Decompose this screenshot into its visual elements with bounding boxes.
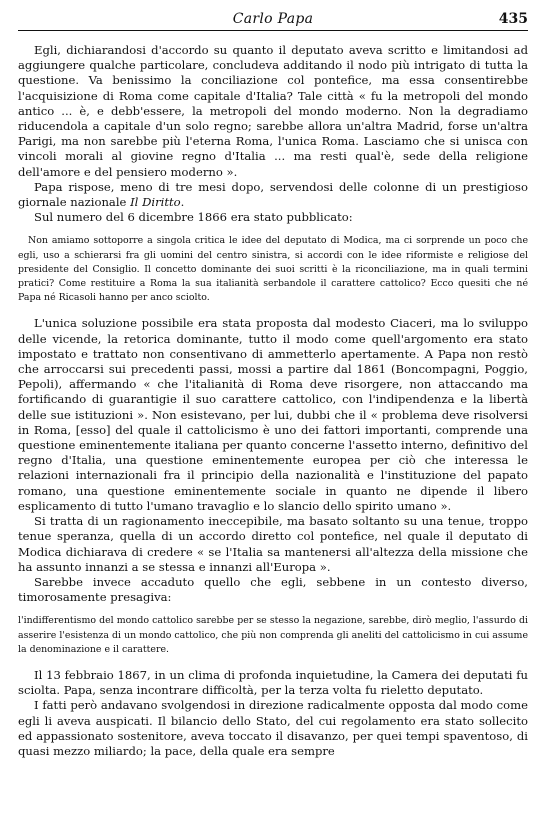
paragraph-2 (18, 180, 528, 210)
block-quote-1 (18, 234, 528, 305)
quote-1-text: Non amiamo sottoporre a singola critica le idee del deputato di Modica, ma ci sorprende un poco che egli, uso a schierarsi fra gli uomini del centro sinistra, si accordi con le idee riformiste e religiose del presidente del Consiglio. Il concetto dominante dei suoi scritti è la riconciliazione, ma in quali termini pratici? Come restituire a Roma la sua italianità serbandole il carattere cattolico? Ecco quesiti che né Papa né Ricasoli hanno per anco sciolto. (18, 235, 528, 304)
body-text-2 (18, 316, 528, 605)
paragraph-6: Sarebbe invece accaduto quello che egli, sebbene in un contesto diverso, timorosamente presagiva: (18, 574, 528, 605)
paragraph-2-text: Papa rispose, meno di tre mesi dopo, servendosi delle colonne di un prestigioso giornale nazionale (18, 179, 528, 210)
paragraph-4: L'unica soluzione possibile era stata proposta dal modesto Ciaceri, ma lo sviluppo delle vicende, la retorica dominante, tutto il modo come quell'argomento era stato impostato e trattato non consentivano di ammetterlo apertamente. A Papa non restò che arroccarsi sui precedenti passi, mossi a partire dal 1861 (Boncompagni, Poggio, Pepoli), affermando « che l'italianità di Roma deve risorgere, non attaccando ma fortificando di guarantigie il suo carattere cattolico, con l'indipendenza e la libertà delle sue istituzioni ». Non esistevano, per lui, dubbi che il « problema deve risolversi in Roma, [esso] del quale il cattolicismo è uno dei fattori importanti, comprende una questione eminentemente italiana per quanto concerne l'assetto interno, definitivo del regno d'Italia, una questione eminentemente europea per ciò che interessa le relazioni internazionali fra il principio della nazionalità e l'instituzione del papato romano, una questione eminentemente sociale in quanto ne dipende il libero esplicamento di tutto l'umano travaglio e lo slancio dello spirito umano ». (18, 316, 528, 513)
block-quote-2 (18, 614, 528, 657)
quote-2-text: l'indifferentismo del mondo cattolico sarebbe per se stesso la negazione, sarebbe, dirò meglio, l'assurdo di asserire l'esistenza di un mondo cattolico, che più non comprenda gli aneliti del cattolicismo in cui assume la denominazione e il carattere. (18, 615, 528, 655)
paragraph-1: Egli, dichiarandosi d'accordo su quanto il deputato aveva scritto e limitandosi ad aggiungere qualche particolare, concludeva additando il nodo più intrigato di tutta la questione. Va benissimo la conciliazione col pontefice, ma essa consentirebbe l'acquisizione di Roma come capitale d'Italia? Tale città « fu la metropoli del mondo antico ... è, e debb'essere, la metropoli del mondo moderno. Non la degradiamo riducendola a capitale d'un solo regno; sarebbe allora un'altra Madrid, forse un'altra Parigi, ma non sarebbe più l'eterna Roma, l'unica Roma. Lasciamo che si unisca con vincoli morali al giovine regno d'Italia ... ma resti qual'è, sede della religione dell'amore e del pensiero moderno ». (18, 43, 528, 179)
paragraph-5: Si tratta di un ragionamento ineccepibile, ma basato soltanto su una tenue, troppo tenue speranza, quella di un accordo diretto col pontefice, nel quale il deputato di Modica dichiarava di credere « se l'Italia sa mantenersi all'altezza della missione che ha assunto innanzi a se stessa e innanzi all'Europa ». (18, 514, 528, 574)
body-text (18, 43, 528, 225)
body-text-3 (18, 668, 528, 759)
running-header (18, 8, 528, 31)
page-number: 435 (498, 11, 528, 27)
newspaper-title: Il Diritto (130, 195, 181, 210)
paragraph-3: Sul numero del 6 dicembre 1866 era stato pubblicato: (34, 210, 353, 225)
paragraph-2-end: . (180, 195, 185, 210)
running-title: Carlo Papa (232, 11, 314, 27)
paragraph-8: I fatti però andavano svolgendosi in direzione radicalmente opposta dal modo come egli li aveva auspicati. Il bilancio dello Stato, del cui regolamento era stato sollecito ed appassionato sostenitore, aveva toccato il disavanzo, per quei tempi spaventoso, di quasi mezzo miliardo; la pace, della quale era sempre (18, 698, 528, 758)
paragraph-7: Il 13 febbraio 1867, in un clima di profonda inquietudine, la Camera dei deputati fu sciolta. Papa, senza incontrare difficoltà, per la terza volta fu rieletto deputato. (18, 667, 528, 698)
